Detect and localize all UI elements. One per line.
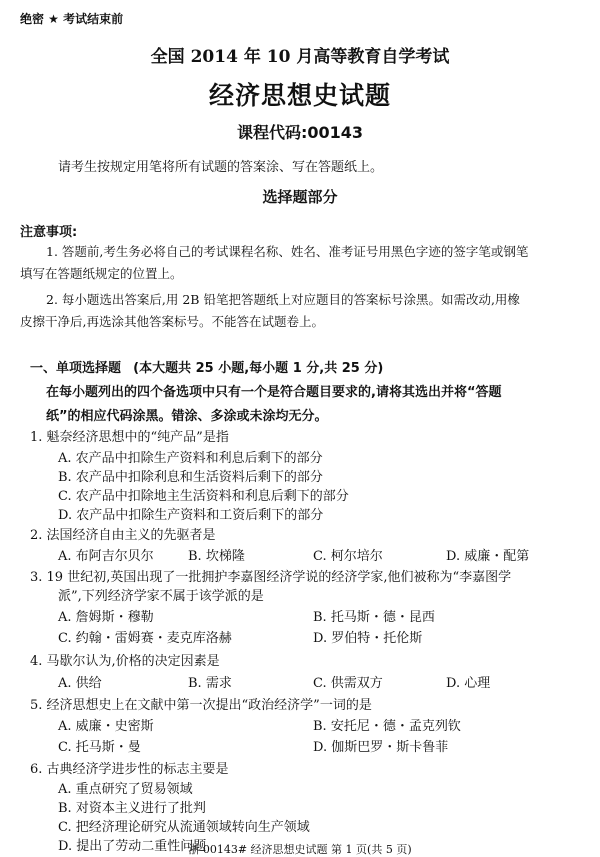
section-heading-note: (本大题共 25 小题,每小题 1 分,共 25 分) — [133, 361, 384, 376]
question-1-option-b: B. 农产品中扣除利息和生活资料后剩下的部分 — [58, 470, 323, 485]
note-line: 皮擦干净后,再选涂其他答案标号。不能答在试题卷上。 — [20, 314, 324, 329]
answer-instruction: 请考生按规定用笔将所有试题的答案涂、写在答题纸上。 — [58, 160, 384, 175]
question-3-text-line1: 3. 19 世纪初,英国出现了一批拥护李嘉图经济学说的经济学家,他们被称为“李嘉图学 — [30, 570, 512, 585]
question-6-option-d: D. 提出了劳动二重性问题 — [58, 839, 207, 854]
question-3-option-b: B. 托马斯・德・昆西 — [313, 610, 435, 625]
question-4-text: 4. 马歇尔认为,价格的决定因素是 — [30, 654, 220, 669]
question-6-option-a: A. 重点研究了贸易领域 — [58, 782, 193, 797]
question-3-option-d: D. 罗伯特・托伦斯 — [313, 631, 423, 646]
paper-title: 经济思想史试题 — [208, 81, 391, 110]
question-2-text: 2. 法国经济自由主义的先驱者是 — [30, 528, 216, 543]
note-line: 2. 每小题选出答案后,用 2B 铅笔把答题纸上对应题目的答案标号涂黑。如需改动,用橡 — [46, 292, 520, 307]
course-code: 课程代码:00143 — [236, 123, 364, 142]
question-2-option-b: B. 坎梯隆 — [188, 549, 245, 564]
question-3-option-c: C. 约翰・雷姆赛・麦克库洛赫 — [58, 631, 232, 646]
question-4-option-c: C. 供需双方 — [313, 676, 383, 691]
question-6-text: 6. 古典经济学进步性的标志主要是 — [30, 762, 229, 777]
part-title: 选择题部分 — [262, 188, 338, 206]
note-line: 填写在答题纸规定的位置上。 — [20, 266, 183, 281]
question-5-option-b: B. 安托尼・德・孟克列钦 — [313, 719, 461, 734]
question-5-option-a: A. 威廉・史密斯 — [58, 719, 154, 734]
notes-heading: 注意事项: — [20, 225, 78, 240]
question-2-option-d: D. 威廉・配第 — [446, 549, 530, 564]
section-lead-line: 纸”的相应代码涂黑。错涂、多涂或未涂均无分。 — [46, 409, 328, 424]
question-1-option-c: C. 农产品中扣除地主生活资料和利息后剩下的部分 — [58, 489, 349, 504]
question-1-option-a: A. 农产品中扣除生产资料和利息后剩下的部分 — [58, 451, 323, 466]
question-1-text: 1. 魁奈经济思想中的“纯产品”是指 — [30, 430, 229, 445]
confidential-mark: 绝密 ★ 考试结束前 — [20, 12, 124, 26]
note-line: 1. 答题前,考生务必将自己的考试课程名称、姓名、准考证号用黑色字迹的签字笔或钢笔 — [46, 244, 529, 259]
question-5-option-c: C. 托马斯・曼 — [58, 740, 141, 755]
question-6-option-b: B. 对资本主义进行了批判 — [58, 801, 206, 816]
question-2-option-a: A. 布阿吉尔贝尔 — [58, 549, 154, 564]
question-6-option-c: C. 把经济理论研究从流通领域转向生产领域 — [58, 820, 310, 835]
section-heading-title: 一、单项选择题 — [30, 361, 122, 376]
question-4-option-b: B. 需求 — [188, 676, 232, 691]
page-footer: 浙 00143# 经济思想史试题 第 1 页(共 5 页) — [188, 843, 412, 856]
question-4-option-a: A. 供给 — [58, 676, 102, 691]
exam-title: 全国 2014 年 10 月高等教育自学考试 — [150, 47, 450, 67]
question-4-option-d: D. 心理 — [446, 676, 491, 691]
question-2-option-c: C. 柯尔培尔 — [313, 549, 383, 564]
question-1-option-d: D. 农产品中扣除生产资料和工资后剩下的部分 — [58, 508, 324, 523]
question-3-text-line2: 派”,下列经济学家不属于该学派的是 — [58, 589, 264, 604]
section-heading — [30, 357, 383, 376]
section-lead-line: 在每小题列出的四个备选项中只有一个是符合题目要求的,请将其选出并将“答题 — [46, 385, 502, 400]
question-5-text: 5. 经济思想史上在文献中第一次提出“政治经济学”一词的是 — [30, 698, 372, 713]
question-5-option-d: D. 伽斯巴罗・斯卡鲁菲 — [313, 740, 449, 755]
question-3-option-a: A. 詹姆斯・穆勒 — [58, 610, 154, 625]
